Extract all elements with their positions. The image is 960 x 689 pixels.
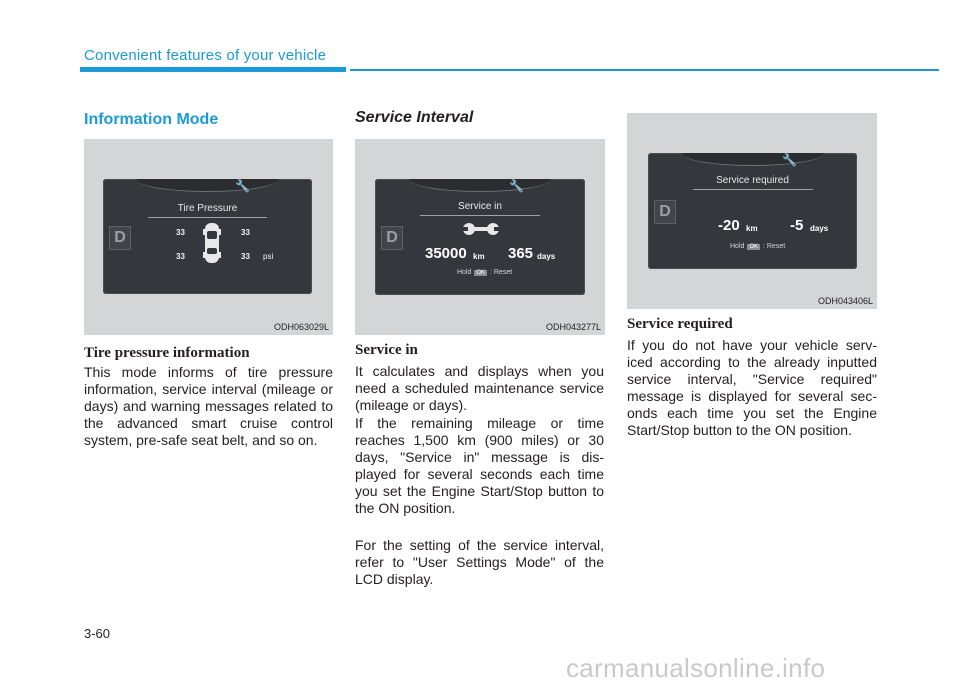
header-rule	[350, 69, 939, 71]
service-days-unit: days	[537, 252, 556, 261]
tire-pressure-front-left: 33	[176, 228, 185, 237]
ok-button-label: OK	[749, 244, 759, 250]
gear-indicator: D	[109, 226, 131, 250]
section-header-title: Convenient features of your vehicle	[84, 47, 327, 64]
tire-pressure-figure	[84, 139, 333, 335]
tire-pressure-rear-right: 33	[241, 252, 250, 261]
service-in-subheading: Service in	[355, 342, 418, 358]
service-interval-heading: Service Interval	[355, 109, 474, 126]
screen-title-underline	[148, 217, 267, 218]
service-required-paragraph: If you do not have your vehicle serv-iced according to the already inputted service interval, "Service required" message is displayed for several sec-onds each time you set the Engine Start/Stop button to the ON position.	[627, 337, 877, 438]
gear-indicator: D	[654, 200, 676, 224]
car-icon	[203, 221, 221, 265]
pressure-unit: psi	[263, 252, 274, 261]
wrench-icon: 🔧	[782, 153, 797, 167]
screen-top-curve	[136, 179, 278, 192]
cluster-screen	[648, 153, 857, 269]
overdue-distance-value: -20	[718, 217, 740, 234]
watermark: carmanualsonline.info	[566, 653, 826, 683]
service-in-paragraph-3: For the setting of the service interval, refer to "User Settings Mode" of the LCD display.	[355, 537, 604, 587]
cluster-screen	[375, 179, 585, 295]
reset-label: : Reset	[489, 269, 513, 276]
tire-pressure-subheading: Tire pressure information	[84, 345, 250, 361]
service-in-figure	[355, 139, 605, 335]
service-required-figure	[627, 113, 877, 309]
figure-caption: ODH043277L	[545, 322, 601, 332]
ok-button-label: OK	[476, 270, 486, 276]
screen-title-underline	[420, 215, 540, 216]
page-number: 3-60	[84, 626, 111, 641]
service-distance-unit: km	[473, 252, 485, 261]
hold-reset-hint	[457, 269, 512, 276]
figure-caption: ODH043406L	[817, 296, 873, 306]
screen-title-underline	[693, 189, 813, 190]
service-required-subheading: Service required	[627, 316, 733, 332]
wrench-icon: 🔧	[235, 179, 250, 193]
screen-top-curve	[681, 153, 823, 166]
cluster-screen	[103, 179, 312, 294]
tire-pressure-paragraph: This mode informs of tire pressure information, service interval (mileage or days) and warning messages related to the advanced smart cruise control system, pre-safe seat belt, and so on.	[84, 364, 333, 448]
service-in-paragraph-1: It calculates and displays when you need a scheduled maintenance service (mileage or days).	[355, 363, 604, 413]
overdue-days-value: -5	[790, 217, 804, 234]
screen-top-curve	[409, 179, 552, 192]
overdue-distance-unit: km	[746, 224, 758, 233]
screen-title: Service in	[458, 201, 502, 212]
figure-caption: ODH063029L	[273, 322, 329, 332]
screen-title: Tire Pressure	[177, 203, 238, 214]
tire-pressure-rear-left: 33	[176, 252, 185, 261]
reset-label: : Reset	[762, 243, 786, 250]
header-accent-bar	[80, 67, 346, 72]
service-distance-value: 35000	[425, 245, 467, 262]
info-mode-heading: Information Mode	[84, 111, 219, 128]
hold-label: Hold	[457, 269, 472, 276]
overdue-days-unit: days	[810, 224, 829, 233]
wrench-icon	[463, 221, 499, 237]
tire-pressure-front-right: 33	[241, 228, 250, 237]
service-days-value: 365	[508, 245, 534, 262]
hold-label: Hold	[730, 243, 745, 250]
gear-indicator: D	[381, 226, 403, 250]
screen-title: Service required	[716, 175, 789, 186]
hold-reset-hint	[730, 243, 785, 250]
wrench-icon: 🔧	[509, 179, 524, 193]
service-in-paragraph-2: If the remaining mileage or time reaches 1,500 km (900 miles) or 30 days, "Service in" message is dis-played for several seconds each time you set the Engine Start/Stop button to the ON position.	[355, 415, 604, 516]
